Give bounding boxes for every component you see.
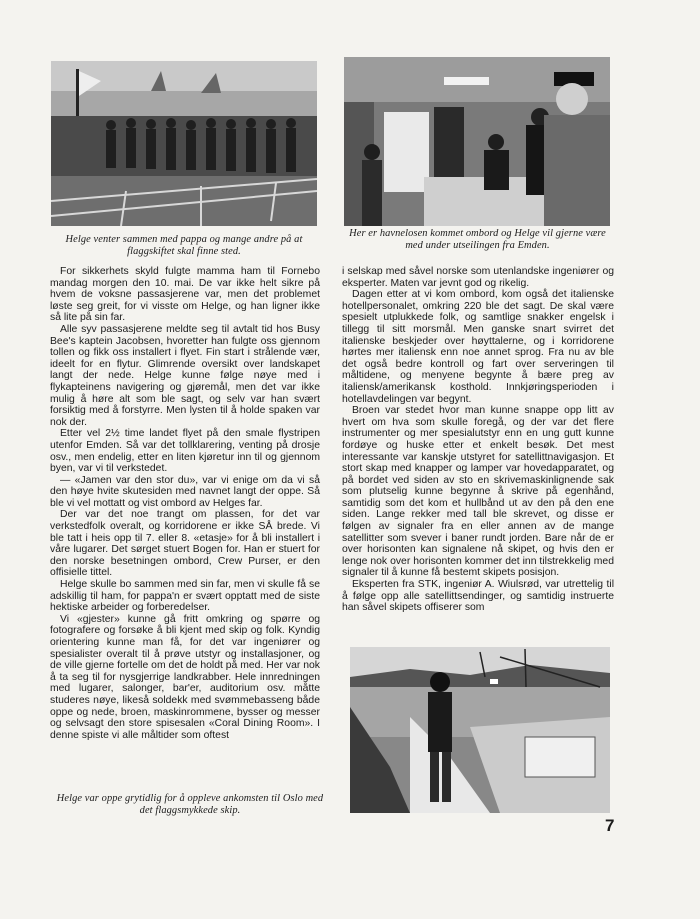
paragraph: Dagen etter at vi kom ombord, kom også det italienske hotellpersonalet, omkring 220 ble det sagt. De skal være spesielt utplukkede folk, og samtlige snakker engelsk i tillegg til sitt morsmål. Men ganske snart svirret det italienske beskjeder over høyttalerne, og i korridorene hørtes mer italiensk enn noe annet sprog. Fra nu av ble det også bedre kontroll og fart over serveringen til måltidene, og menyene begynte å bære preg av italiensk/amerikansk kosthold. Innkjøringsperioden i hotellavdelingen var begynt.	[342, 289, 614, 405]
paragraph: Der var det noe trangt om plassen, for det var verkstedfolk overalt, og korridorene er ikke SÅ brede. Vi ble tatt i heis opp til 7. eller 8. «etasje» for å bli installert i våre lugarer. Det sørget stuert Bogen for. Han er stuert for den norske besetningen ombord, Crew Purser, er den offisielle tittel.	[50, 509, 320, 579]
article-right-column	[342, 266, 614, 614]
paragraph: Alle syv passasjerene meldte seg til avtalt tid hos Busy Bee's kaptein Jacobsen, hvoretter han fulgte oss gjennom tollen og fikk oss installert i flyet. Fin start i strålende vær, ideelt for en flytur. Glimrende oversikt over landskapet langt der nede. Helge kunne følge nøye med i flykapteinens navigering og gjøremål, men det var ikke mulig å høre alt som ble sagt, og selv var han svært forsiktig med å forstyrre. Men lysten til å holde spaken var nok der.	[50, 323, 320, 428]
paragraph: Etter vel 2½ time landet flyet på den smale flystripen utenfor Emden. Så var det tollklarering, venting på drosje osv., men endelig, etter en liten kjøretur inn til og gjennom byen, var vi til verkstedet.	[50, 428, 320, 475]
photo-ship-bridge	[344, 57, 610, 226]
paragraph: — «Jamen var den stor du», var vi enige om da vi så den høye hvite skutesiden med navnet langt der oppe. Så ble vi vel mottatt og vist ombord av Helges far.	[50, 474, 320, 509]
caption-top-right: Her er havnelosen kommet ombord og Helge vil gjerne være med under utseilingen fra Emden.	[349, 228, 606, 251]
article-left-column	[50, 266, 320, 741]
paragraph: Helge skulle bo sammen med sin far, men vi skulle få se adskillig til ham, for pappa'n er svært opptatt med de siste hektiske arbeider og forberedelser.	[50, 579, 320, 614]
caption-bottom-left: Helge var oppe grytidlig for å oppleve ankomsten til Oslo med det flaggsmykkede skip.	[56, 793, 324, 816]
page-number: 7	[605, 816, 615, 835]
caption-top-left: Helge venter sammen med pappa og mange andre på at flaggskiftet skal finne sted.	[65, 234, 303, 257]
paragraph: Eksperten fra STK, ingeniør A. Wiulsrød, var utrettelig til å følge opp alle satellittsendinger, og samtidig instruerte han såvel skipets offiserer som	[342, 579, 614, 614]
photo-boy-at-railing	[350, 647, 610, 813]
paragraph: For sikkerhets skyld fulgte mamma ham til Fornebo mandag morgen den 10. mai. De var ikke helt sikre på hvem de voksne passasjerene var, men det problemet løste seg greit, for vi visste om Helge, og han ligner ikke så lite på sin far.	[50, 266, 320, 324]
paragraph: Broen var stedet hvor man kunne snappe opp litt av hvert om hva som skulle foregå, og der var det flere instrumenter og mer spesialutstyr enn en ung gutt kunne fordøye og huske etter et enkelt besøk. Det mest interessante var kanskje utstyret for satellittnavigasjon. Et stort skap med knapper og lamper var hovedapparatet, og på bordet ved siden av sto en skrivemaskinlignende sak som plutselig kunne begynne å skrive på egenhånd, samtidig som det kom et hullbånd ut av den på den ene siden. Lange rekker med tall ble skrevet, og disse er følgen av signaler fra en eller annen av de mange satellitter som svever i baner rundt jorden. Bare når de er over horisonten kan signalene nå skipet, og hvis den er lenge nok over horisonten kommer det inn tilstrekkelig med signaler til å kunne få bestemt skipets posisjon.	[342, 405, 614, 579]
photo-crowd-on-quay	[51, 61, 317, 226]
paragraph: Vi «gjester» kunne gå fritt omkring og spørre og fotografere og forsøke å bli kjent med skip og folk. Kyndig orientering kunne man få, for det var ingeniører og spesialister overalt til å prøve utstyr og installasjoner, og de ville gjerne fortelle om det de holdt på med. Her var nok å ta seg til for nysgjerrige landkrabber. Hele innredningen med lugarer, salonger, bar'er, auditorium osv. måtte studeres nøye, likeså soldekk med svømmebasseng både oppe og nede, broen, maskinrommene, bysser og messer og selvsagt den store spisesalen «Coral Dining Room». I denne spiste vi alle måltider som oftest	[50, 613, 320, 741]
paragraph: i selskap med såvel norske som utenlandske ingeniører og eksperter. Maten var jevnt god og rikelig.	[342, 266, 614, 289]
